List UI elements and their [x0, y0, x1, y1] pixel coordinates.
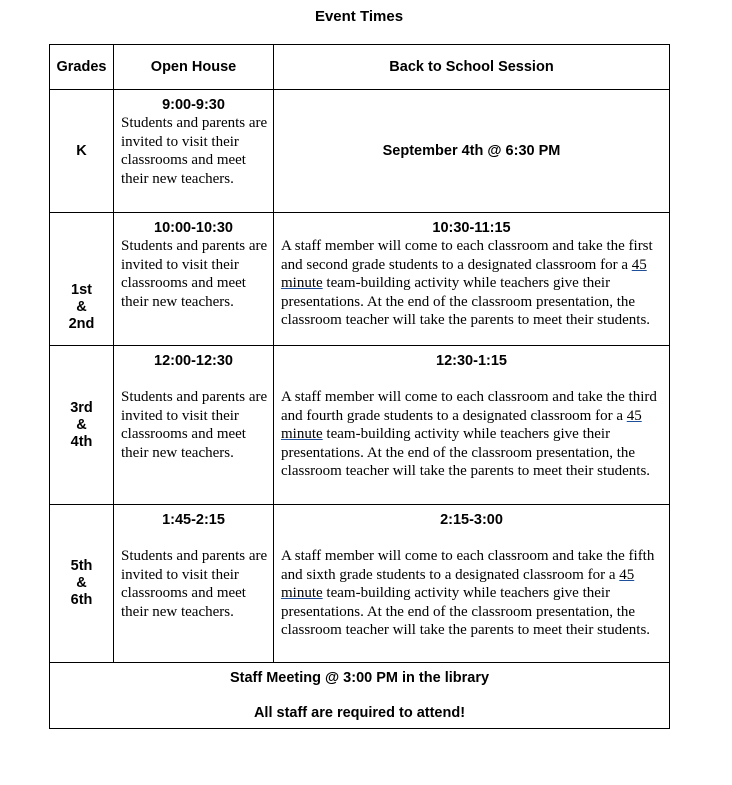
- table-row: [50, 213, 670, 346]
- grade-label: 1st: [71, 281, 92, 298]
- grade-label: 5th: [70, 558, 93, 574]
- open-house-cell: [114, 505, 274, 663]
- session-cell: [274, 505, 670, 663]
- grade-label: 4th: [70, 433, 93, 450]
- session-time: 12:30-1:15: [436, 353, 507, 369]
- session-text: [274, 547, 669, 640]
- session-text-pre: A staff member will come to each classroom and take the fifth and sixth grade students to a designated classroom for a: [281, 548, 655, 583]
- open-house-time: 10:00-10:30: [154, 220, 233, 236]
- staff-meeting-notice: Staff Meeting @ 3:00 PM in the library: [229, 670, 490, 686]
- event-times-table: [49, 44, 670, 729]
- session-cell: [274, 213, 670, 346]
- grade-label: 6th: [70, 592, 93, 608]
- session-cell: [274, 90, 670, 213]
- page-title: Event Times: [314, 8, 404, 25]
- open-house-cell: [114, 213, 274, 346]
- session-text-post: team-building activity while teachers give their presentations. At the end of the classroom presentation, the classroom teacher will take the parents to meet their students.: [281, 275, 651, 328]
- session-time: 2:15-3:00: [440, 512, 503, 528]
- grade-label: 3rd: [70, 399, 93, 416]
- grade-cell: [50, 505, 114, 663]
- session-cell: [274, 346, 670, 505]
- header-row: [50, 45, 670, 90]
- open-house-time: 12:00-12:30: [154, 353, 233, 369]
- grade-cell: [50, 213, 114, 346]
- grade-label: &: [76, 416, 87, 433]
- open-house-cell: [114, 346, 274, 505]
- session-text-pre: A staff member will come to each classroom and take the first and second grade students to a designated classroom for a: [281, 238, 653, 273]
- open-house-time: 9:00-9:30: [162, 97, 225, 113]
- grade-cell: [50, 346, 114, 505]
- open-house-time: 1:45-2:15: [162, 512, 225, 528]
- open-house-text: Students and parents are invited to visit their classrooms and meet their new teachers.: [121, 238, 268, 310]
- footer-cell: [50, 663, 670, 729]
- session-time: 10:30-11:15: [432, 220, 511, 236]
- grade-label: 2nd: [68, 315, 95, 332]
- duration-link: 45 minute: [281, 566, 635, 601]
- grade-label: &: [76, 575, 87, 591]
- open-house-text: Students and parents are invited to visit their classrooms and meet their new teachers.: [121, 389, 268, 461]
- header-grades: Grades: [50, 45, 114, 90]
- session-text-post: team-building activity while teachers give their presentations. At the end of the classroom presentation, the classroom teacher will take the parents to meet their students.: [281, 585, 651, 638]
- open-house-cell: [114, 90, 274, 213]
- table-row: [50, 90, 670, 213]
- header-open-house: Open House: [114, 45, 274, 90]
- open-house-text: Students and parents are invited to visit their classrooms and meet their new teachers.: [121, 548, 268, 620]
- session-text-post: team-building activity while teachers give their presentations. At the end of the classroom presentation, the classroom teacher will take the parents to meet their students.: [281, 426, 651, 479]
- table-row: [50, 346, 670, 505]
- grade-label: K: [76, 142, 87, 159]
- footer-row: [50, 663, 670, 729]
- session-text: [274, 388, 669, 481]
- open-house-text: Students and parents are invited to visit their classrooms and meet their new teachers.: [121, 115, 268, 187]
- session-date: September 4th @ 6:30 PM: [382, 143, 561, 159]
- attendance-notice: All staff are required to attend!: [253, 705, 466, 721]
- grade-cell: [50, 90, 114, 213]
- session-text-pre: A staff member will come to each classroom and take the third and fourth grade students to a designated classroom for a: [281, 389, 657, 424]
- session-text: [274, 237, 669, 330]
- grade-label: &: [76, 298, 87, 315]
- duration-link: 45 minute: [281, 256, 647, 291]
- table-row: [50, 505, 670, 663]
- duration-link: 45 minute: [281, 407, 642, 442]
- header-back-to-school: Back to School Session: [274, 45, 670, 90]
